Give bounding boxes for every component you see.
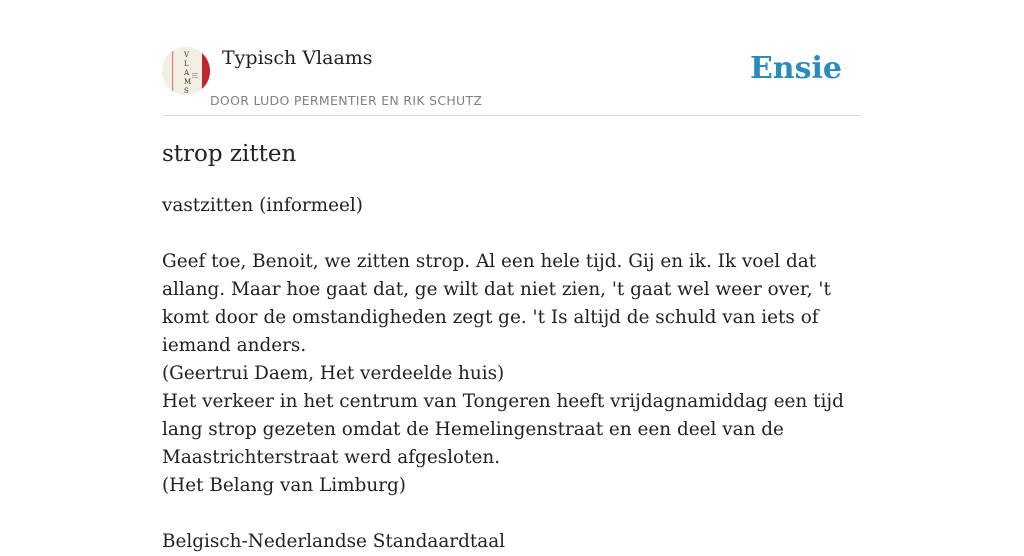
svg-text:L: L — [184, 60, 189, 68]
paragraph-spacer — [162, 220, 862, 248]
entry-example: Het verkeer in het centrum van Tongeren heeft vrijdagnamiddag een tijd lang strop gezeten omdat de Hemelingenstraat en een deel van de Maastrichterstraat werd afgesloten. — [162, 391, 844, 468]
entry-title: strop zitten — [162, 141, 297, 167]
entry-example-source: (Geertrui Daem, Het verdeelde huis) — [162, 363, 505, 384]
entry-language-label: Belgisch-Nederlandse Standaardtaal — [162, 531, 506, 552]
vlaams-book-cover-icon[interactable] — [162, 47, 210, 95]
svg-text:A: A — [184, 69, 190, 77]
svg-text:M: M — [184, 78, 192, 86]
svg-text:S: S — [184, 87, 189, 95]
svg-text:V: V — [184, 51, 190, 59]
book-authors: DOOR LUDO PERMENTIER EN RIK SCHUTZ — [210, 93, 483, 108]
paragraph-spacer — [162, 500, 862, 528]
ensie-logo[interactable]: Ensie — [749, 51, 842, 86]
page-container — [162, 0, 862, 552]
header — [162, 0, 862, 116]
entry-definition: vastzitten (informeel) — [162, 195, 363, 216]
entry-body — [162, 192, 862, 556]
entry-example-source: (Het Belang van Limburg) — [162, 475, 406, 496]
entry-example: Geef toe, Benoit, we zitten strop. Al een hele tijd. Gij en ik. Ik voel dat allang. Maar hoe gaat dat, ge wilt dat niet zien, 't gaat wel weer over, 't komt door de omstandigheden zegt ge. 't Is altijd de schuld van iets of iemand anders. — [162, 251, 831, 356]
book-title[interactable]: Typisch Vlaams — [222, 47, 373, 69]
